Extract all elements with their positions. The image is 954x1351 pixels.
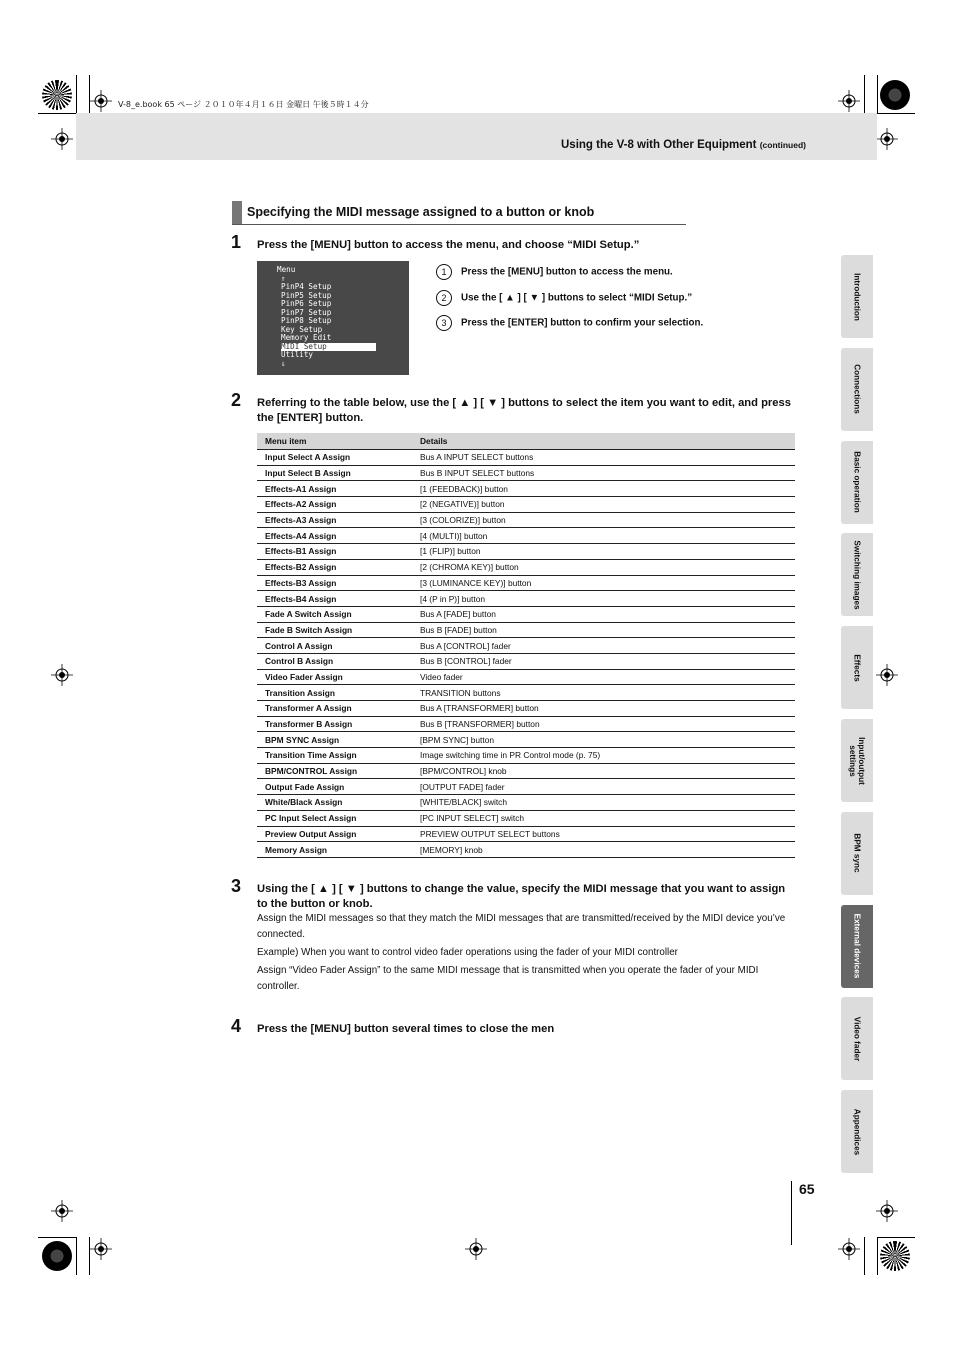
crop-mark-line bbox=[76, 75, 77, 113]
details-cell: Bus A [CONTROL] fader bbox=[412, 638, 795, 654]
details-cell: [OUTPUT FADE] fader bbox=[412, 779, 795, 795]
details-cell: [PC INPUT SELECT] switch bbox=[412, 810, 795, 826]
header-band bbox=[76, 113, 877, 160]
registration-mark bbox=[876, 1200, 898, 1222]
table-row bbox=[257, 450, 795, 466]
side-tab[interactable] bbox=[841, 441, 873, 524]
lcd-line: Utility bbox=[281, 350, 314, 359]
color-target-mark bbox=[42, 1241, 72, 1271]
side-tab[interactable] bbox=[841, 905, 873, 988]
menu-item-cell: Transition Assign bbox=[257, 685, 412, 701]
table-row bbox=[257, 559, 795, 575]
step-4-text: Press the [MENU] button several times to close the men bbox=[257, 1023, 555, 1035]
side-tab[interactable] bbox=[841, 255, 873, 338]
details-cell: Bus A [TRANSFORMER] button bbox=[412, 701, 795, 717]
header-continued: (continued) bbox=[759, 140, 806, 150]
details-cell: [2 (NEGATIVE)] button bbox=[412, 497, 795, 513]
crop-mark-line bbox=[877, 113, 915, 114]
menu-item-cell: Fade B Switch Assign bbox=[257, 622, 412, 638]
details-cell: Bus A INPUT SELECT buttons bbox=[412, 450, 795, 466]
print-info-line: V-8_e.book 65 ページ ２０１０年４月１６日 金曜日 午後５時１４分 bbox=[118, 100, 369, 109]
table-row bbox=[257, 701, 795, 717]
table-row bbox=[257, 575, 795, 591]
details-cell: [BPM SYNC] button bbox=[412, 732, 795, 748]
crop-mark-line bbox=[864, 75, 865, 113]
lcd-menu-screen bbox=[257, 261, 409, 375]
section-heading-bar bbox=[232, 201, 242, 224]
details-cell: [4 (MULTI)] button bbox=[412, 528, 795, 544]
details-cell: Bus B [FADE] button bbox=[412, 622, 795, 638]
side-tab-label: Basic operation bbox=[852, 451, 862, 513]
table-row bbox=[257, 528, 795, 544]
header-title: Using the V-8 with Other Equipment bbox=[561, 139, 757, 151]
table-row bbox=[257, 826, 795, 842]
menu-item-cell: Control B Assign bbox=[257, 653, 412, 669]
details-cell: [1 (FLIP)] button bbox=[412, 544, 795, 560]
substep-2-number: 2 bbox=[436, 290, 452, 306]
details-cell: [MEMORY] knob bbox=[412, 842, 795, 858]
table-row bbox=[257, 512, 795, 528]
menu-item-cell: Video Fader Assign bbox=[257, 669, 412, 685]
side-tab[interactable] bbox=[841, 812, 873, 895]
details-cell: [WHITE/BLACK] switch bbox=[412, 795, 795, 811]
menu-item-cell: BPM/CONTROL Assign bbox=[257, 763, 412, 779]
table-row bbox=[257, 732, 795, 748]
lcd-line: PinP6 Setup bbox=[281, 299, 332, 308]
lcd-line: PinP5 Setup bbox=[281, 290, 332, 300]
step-2-number: 2 bbox=[231, 390, 242, 410]
side-tab[interactable] bbox=[841, 533, 873, 616]
table-header-details: Details bbox=[412, 433, 795, 450]
step-3-text: Using the [ ▲ ] [ ▼ ] buttons to change the value, specify the MIDI message that you want to assign to the button or knob. bbox=[257, 883, 786, 910]
side-tab[interactable] bbox=[841, 719, 873, 802]
menu-item-cell: Input Select B Assign bbox=[257, 465, 412, 481]
menu-item-cell: Effects-B2 Assign bbox=[257, 559, 412, 575]
table-row bbox=[257, 606, 795, 622]
side-tab-label: BPM sync bbox=[852, 833, 862, 873]
registration-mark bbox=[51, 1200, 73, 1222]
registration-mark bbox=[90, 1238, 112, 1260]
menu-item-cell: BPM SYNC Assign bbox=[257, 732, 412, 748]
menu-item-cell: Fade A Switch Assign bbox=[257, 606, 412, 622]
step-3-paragraph-3: Assign “Video Fader Assign” to the same MIDI message that is transmitted when you operate the fader of your MIDI controller. bbox=[257, 965, 759, 992]
lcd-line: PinP7 Setup bbox=[281, 307, 332, 317]
table-row bbox=[257, 716, 795, 732]
table-row bbox=[257, 795, 795, 811]
side-tab[interactable] bbox=[841, 348, 873, 431]
table-row bbox=[257, 591, 795, 607]
menu-item-cell: Transformer A Assign bbox=[257, 701, 412, 717]
table-header-menu-item: Menu item bbox=[257, 433, 412, 450]
lcd-line: Menu bbox=[277, 265, 296, 274]
menu-item-cell: Transformer B Assign bbox=[257, 716, 412, 732]
side-tab-label: Video fader bbox=[852, 1016, 862, 1062]
menu-item-cell: Effects-A4 Assign bbox=[257, 528, 412, 544]
table-row bbox=[257, 779, 795, 795]
details-cell: Bus B [CONTROL] fader bbox=[412, 653, 795, 669]
table-body bbox=[257, 450, 795, 858]
substep-1 bbox=[436, 264, 673, 280]
details-cell: Bus B INPUT SELECT buttons bbox=[412, 465, 795, 481]
substep-3 bbox=[436, 315, 703, 331]
page-number-rule bbox=[791, 1181, 792, 1245]
menu-item-cell: Output Fade Assign bbox=[257, 779, 412, 795]
registration-mark bbox=[876, 664, 898, 686]
table-row bbox=[257, 748, 795, 764]
registration-mark bbox=[876, 128, 898, 150]
lcd-line: Key Setup bbox=[281, 324, 323, 334]
side-tab-label: Switching images bbox=[852, 540, 862, 610]
crop-mark-line bbox=[76, 1237, 77, 1275]
table-row bbox=[257, 653, 795, 669]
side-tab[interactable] bbox=[841, 626, 873, 709]
details-cell: [3 (COLORIZE)] button bbox=[412, 512, 795, 528]
substep-1-text: Press the [MENU] button to access the menu. bbox=[461, 266, 673, 278]
menu-item-cell: Effects-B3 Assign bbox=[257, 575, 412, 591]
menu-item-cell: Input Select A Assign bbox=[257, 450, 412, 466]
table-row bbox=[257, 497, 795, 513]
substep-3-text: Press the [ENTER] button to confirm your selection. bbox=[461, 317, 704, 329]
menu-item-cell: Control A Assign bbox=[257, 638, 412, 654]
color-target-mark bbox=[880, 1241, 910, 1271]
details-cell: PREVIEW OUTPUT SELECT buttons bbox=[412, 826, 795, 842]
crop-mark-line bbox=[877, 75, 878, 113]
step-4-number: 4 bbox=[231, 1016, 242, 1036]
table-row bbox=[257, 763, 795, 779]
lcd-line: PinP8 Setup bbox=[281, 316, 332, 325]
crop-mark-line bbox=[877, 1237, 915, 1238]
menu-item-cell: Effects-A1 Assign bbox=[257, 481, 412, 497]
page-number: 65 bbox=[799, 1181, 815, 1197]
table-row bbox=[257, 685, 795, 701]
menu-item-cell: PC Input Select Assign bbox=[257, 810, 412, 826]
registration-mark bbox=[838, 1238, 860, 1260]
step-1-number: 1 bbox=[231, 232, 242, 252]
section-heading bbox=[232, 201, 686, 225]
side-tab[interactable] bbox=[841, 997, 873, 1080]
substep-2-text: Use the [ ▲ ] [ ▼ ] buttons to select “MIDI Setup.” bbox=[461, 292, 693, 304]
step-3-paragraph-1: Assign the MIDI messages so that they match the MIDI messages that are transmitted/received by the MIDI device you’ve connected. bbox=[257, 913, 786, 940]
step-3-number: 3 bbox=[231, 876, 242, 896]
table-row bbox=[257, 638, 795, 654]
details-cell: [4 (P in P)] button bbox=[412, 591, 795, 607]
side-tab-label: Appendices bbox=[852, 1108, 862, 1155]
table-row bbox=[257, 544, 795, 560]
crop-mark-line bbox=[864, 1237, 865, 1275]
crop-mark-line bbox=[38, 1237, 76, 1238]
crop-mark-line bbox=[877, 1237, 878, 1275]
table-row bbox=[257, 465, 795, 481]
substep-2 bbox=[436, 290, 692, 306]
table-row bbox=[257, 842, 795, 858]
substep-1-number: 1 bbox=[436, 264, 452, 280]
side-tab-label: Introduction bbox=[852, 272, 862, 321]
details-cell: [BPM/CONTROL] knob bbox=[412, 763, 795, 779]
registration-mark bbox=[51, 664, 73, 686]
registration-mark bbox=[51, 128, 73, 150]
side-tab-label: Effects bbox=[852, 654, 862, 682]
step-2-text: Referring to the table below, use the [ ▲ ] [ ▼ ] buttons to select the item you want to edit, and press the [ENTER] button. bbox=[257, 397, 791, 424]
lcd-selected-item: MIDI Setup bbox=[281, 343, 376, 352]
table-row bbox=[257, 669, 795, 685]
menu-item-cell: Memory Assign bbox=[257, 842, 412, 858]
details-cell: TRANSITION buttons bbox=[412, 685, 795, 701]
substep-3-number: 3 bbox=[436, 315, 452, 331]
menu-item-cell: Effects-A3 Assign bbox=[257, 512, 412, 528]
menu-item-cell: Transition Time Assign bbox=[257, 748, 412, 764]
lcd-line: ⇑ bbox=[281, 273, 286, 283]
page-header bbox=[561, 139, 806, 151]
crop-mark-line bbox=[38, 113, 76, 114]
menu-item-cell: White/Black Assign bbox=[257, 795, 412, 811]
details-cell: [2 (CHROMA KEY)] button bbox=[412, 559, 795, 575]
table-header-row bbox=[257, 433, 795, 450]
table-row bbox=[257, 481, 795, 497]
details-cell: [1 (FEEDBACK)] button bbox=[412, 481, 795, 497]
registration-mark bbox=[838, 90, 860, 112]
lcd-line: Memory Edit bbox=[281, 333, 332, 342]
side-tab-label: Connections bbox=[852, 364, 862, 415]
midi-assign-table bbox=[257, 433, 795, 858]
menu-item-cell: Effects-A2 Assign bbox=[257, 497, 412, 513]
step-3-paragraph-2: Example) When you want to control video fader operations using the fader of your MIDI controller bbox=[257, 947, 678, 958]
lcd-line: PinP4 Setup bbox=[281, 282, 332, 291]
details-cell: Bus B [TRANSFORMER] button bbox=[412, 716, 795, 732]
side-tab-label: External devices bbox=[852, 913, 862, 979]
registration-mark bbox=[465, 1238, 487, 1260]
menu-item-cell: Preview Output Assign bbox=[257, 826, 412, 842]
menu-item-cell: Effects-B4 Assign bbox=[257, 591, 412, 607]
side-tab[interactable] bbox=[841, 1090, 873, 1173]
table-row bbox=[257, 622, 795, 638]
color-target-mark bbox=[42, 80, 72, 110]
details-cell: [3 (LUMINANCE KEY)] button bbox=[412, 575, 795, 591]
details-cell: Bus A [FADE] button bbox=[412, 606, 795, 622]
details-cell: Image switching time in PR Control mode (p. 75) bbox=[412, 748, 795, 764]
color-target-mark bbox=[880, 80, 910, 110]
lcd-line: ⇓ bbox=[281, 358, 286, 368]
menu-item-cell: Effects-B1 Assign bbox=[257, 544, 412, 560]
details-cell: Video fader bbox=[412, 669, 795, 685]
table-row bbox=[257, 810, 795, 826]
side-tab-label: Input/output settings bbox=[848, 736, 866, 785]
step-1-text: Press the [MENU] button to access the menu, and choose “MIDI Setup.” bbox=[257, 239, 640, 251]
registration-mark bbox=[90, 90, 112, 112]
section-title: Specifying the MIDI message assigned to a button or knob bbox=[247, 205, 595, 219]
